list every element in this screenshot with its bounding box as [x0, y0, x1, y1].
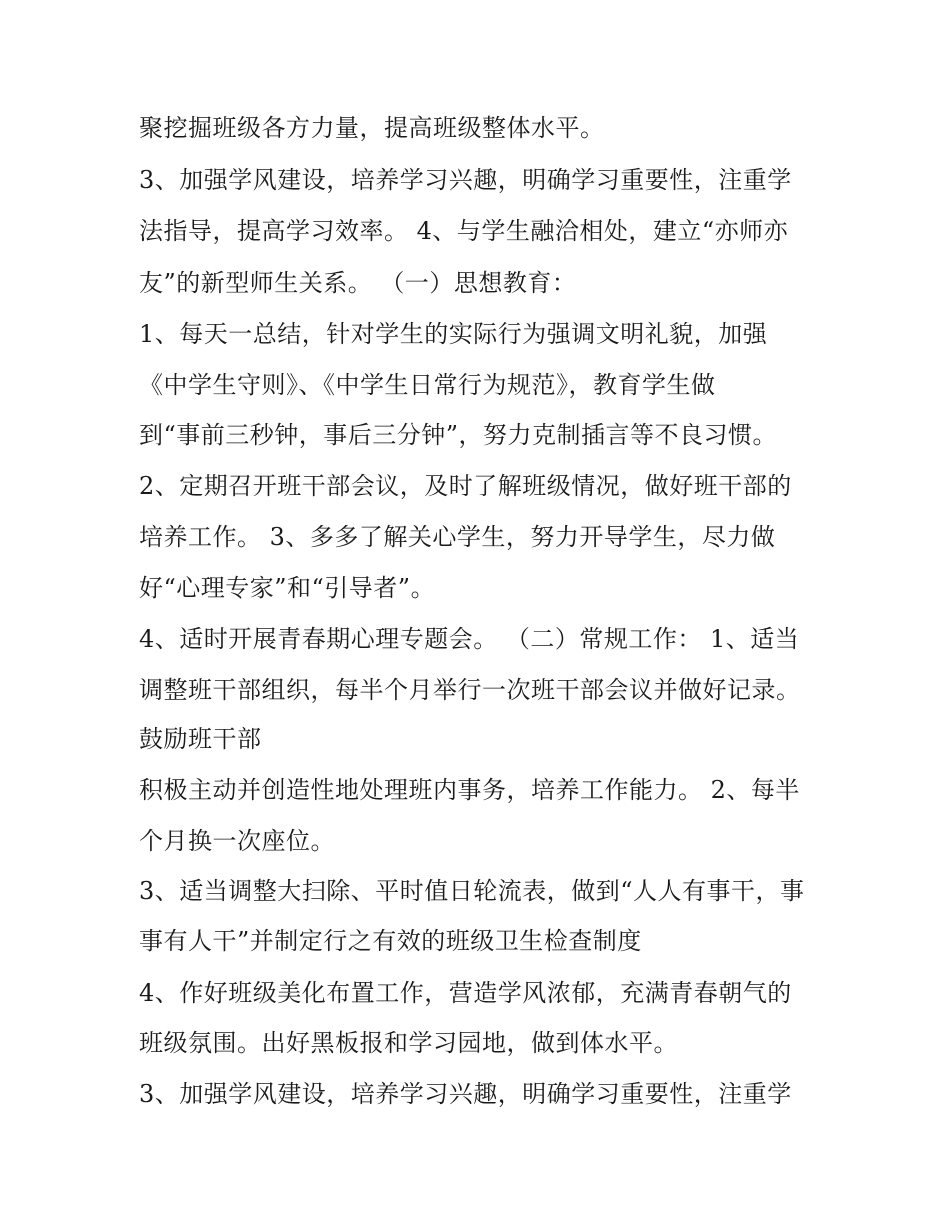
text-line: 1、每天一总结，针对学生的实际行为强调文明礼貌，加强	[139, 320, 768, 348]
text-line: 好“心理专家”和“引导者”。	[139, 574, 436, 602]
text-line: 班级氛围。出好黑板报和学习园地，做到体水平。	[139, 1029, 678, 1057]
text-line: 4、适时开展青春期心理专题会。 （二）常规工作： 1、适当	[139, 625, 800, 653]
text-line: 到“事前三秒钟，事后三分钟”，努力克制插言等不良习惯。	[139, 421, 778, 449]
text-line: 事有人干”并制定行之有效的班级卫生检查制度	[139, 927, 642, 955]
text-line: 3、适当调整大扫除、平时值日轮流表，做到“人人有事干，事	[139, 877, 805, 905]
text-line: 调整班干部组织，每半个月举行一次班干部会议并做好记录。	[139, 676, 801, 704]
text-line: 个月换一次座位。	[139, 827, 335, 855]
text-line: 3、加强学风建设，培养学习兴趣，明确学习重要性，注重学	[139, 1080, 792, 1108]
text-line: 3、加强学风建设，培养学习兴趣，明确学习重要性，注重学	[139, 166, 792, 194]
text-line: 聚挖掘班级各方力量，提高班级整体水平。	[139, 114, 605, 142]
text-line: 法指导，提高学习效率。 4、与学生融洽相处，建立“亦师亦	[139, 217, 789, 245]
text-line: 友”的新型师生关系。 （一）思想教育：	[139, 269, 577, 297]
text-line: 积极主动并创造性地处理班内事务，培养工作能力。 2、每半	[139, 776, 800, 804]
text-line: 《中学生守则》、《中学生日常行为规范》，教育学生做	[139, 371, 716, 399]
text-line: 鼓励班干部	[139, 725, 262, 753]
text-line: 2、定期召开班干部会议，及时了解班级情况，做好班干部的	[139, 472, 792, 500]
text-line: 4、作好班级美化布置工作，营造学风浓郁，充满青春朝气的	[139, 979, 792, 1007]
text-line: 培养工作。 3、多多了解关心学生，努力开导学生，尽力做	[139, 523, 776, 551]
